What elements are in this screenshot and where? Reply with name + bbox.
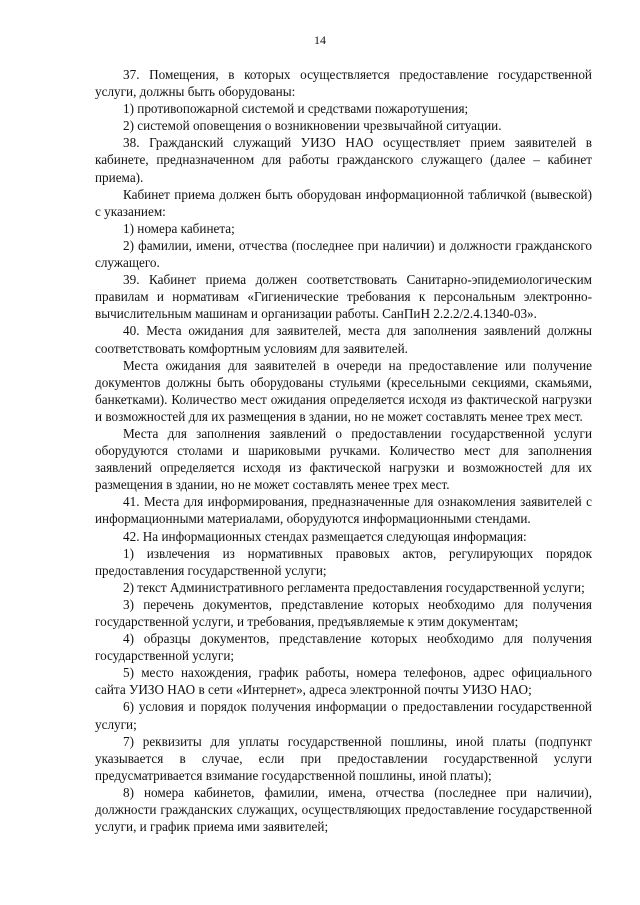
paragraph-38-item-2: 2) фамилии, имени, отчества (последнее при наличии) и должности гражданского служащего. — [95, 237, 592, 271]
paragraph-42-item-3: 3) перечень документов, представление которых необходимо для получения государственной услуги, и требования, предъявляемые к этим документам; — [95, 596, 592, 629]
paragraph-38-item-1: 1) номера кабинета; — [123, 220, 235, 236]
paragraph-42-item-5: 5) место нахождения, график работы, номера телефонов, адрес официального сайта УИЗО НАО в сети «Интернет», адреса электронной почты УИЗО НАО; — [95, 665, 592, 698]
paragraph-37-item-1: 1) противопожарной системой и средствами пожаротушения; — [123, 101, 469, 117]
paragraph-39: 39. Кабинет приема должен соответствовать Санитарно-эпидемиологическим правилам и нормативам «Гигиенические требования к персональным электронно-вычислительным машинам и организации работы. СанПиН 2.2.2/2.4.1340-03». — [95, 272, 592, 322]
paragraph-42-item-4: 4) образцы документов, представление которых необходимо для получения государственной услуги; — [95, 631, 592, 664]
paragraph-37-item-2: 2) системой оповещения о возникновении чрезвычайной ситуации. — [123, 118, 502, 134]
paragraph-38-signage: Кабинет приема должен быть оборудован информационной табличкой (вывеской) с указанием: — [95, 186, 592, 219]
paragraph-42-item-1: 1) извлечения из нормативных правовых актов, регулирующих порядок предоставления государственной услуги; — [95, 545, 592, 578]
paragraph-42-item-6: 6) условия и порядок получения информации о предоставлении государственной услуги; — [95, 699, 592, 732]
paragraph-37: 37. Помещения, в которых осуществляется предоставление государственной услуги, должны быть оборудованы: — [95, 67, 592, 100]
paragraph-38: 38. Гражданский служащий УИЗО НАО осуществляет прием заявителей в кабинете, предназначенном для работы гражданского служащего (далее – кабинет приема). — [95, 135, 592, 185]
paragraph-41: 41. Места для информирования, предназначенные для ознакомления заявителей с информационными материалами, оборудуются информационными стендами. — [95, 494, 592, 527]
paragraph-42-item-7: 7) реквизиты для уплаты государственной пошлины, иной платы (подпункт указывается в случае, если при предоставлении государственной услуги предусматривается взимание государственной пошлины, иной платы); — [95, 733, 592, 783]
paragraph-40-waiting-places: Места ожидания для заявителей в очереди на предоставление или получение документов должны быть оборудованы стульями (кресельными секциями, скамьями, банкетками). Количество мест ожидания определяется исходя из фактической нагрузки и возможностей для их размещения в здании, но не может составлять менее трех мест. — [95, 357, 592, 424]
paragraph-40: 40. Места ожидания для заявителей, места для заполнения заявлений должны соответствовать комфортным условиям для заявителей. — [95, 323, 592, 356]
paragraph-42: 42. На информационных стендах размещается следующая информация: — [123, 528, 527, 544]
paragraph-40-filling-places: Места для заполнения заявлений о предоставлении государственной услуги оборудуются столами и шариковыми ручками. Количество мест для заполнения заявлений определяется исходя из фактической нагрузки и возможностей для их размещения в здании, но не может составлять менее трех мест. — [95, 425, 592, 493]
page-number: 14 — [314, 33, 326, 47]
document-body — [95, 66, 592, 835]
paragraph-42-item-8: 8) номера кабинетов, фамилии, имена, отчества (последнее при наличии), должности гражданских служащих, осуществляющих предоставление государственной услуги, и график приема ими заявителей; — [95, 784, 592, 835]
paragraph-42-item-2: 2) текст Административного регламента предоставления государственной услуги; — [123, 579, 585, 595]
